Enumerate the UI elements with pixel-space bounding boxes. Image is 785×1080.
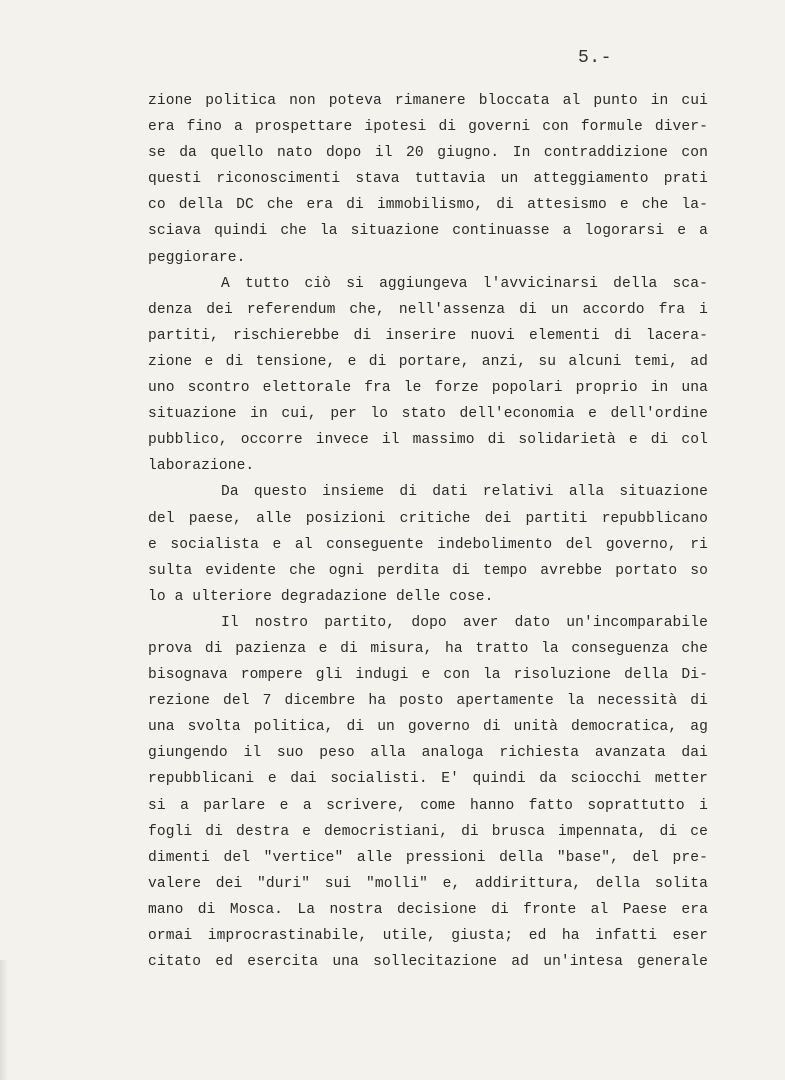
text-line: A tutto ciò si aggiungeva l'avvicinarsi della sca- <box>221 275 708 292</box>
text-line: si a parlare e a scrivere, come hanno fatto soprattutto i <box>148 797 708 814</box>
text-line: pubblico, occorre invece il massimo di solidarietà e di col <box>148 432 708 449</box>
text-line: e socialista e al conseguente indebolimento del governo, ri <box>148 536 708 553</box>
text-line: giungendo il suo peso alla analoga richiesta avanzata dai <box>148 745 708 762</box>
page-number: 5.- <box>578 48 612 68</box>
text-line: dimenti del "vertice" alle pressioni della "base", del pre- <box>148 849 708 866</box>
text-line: denza dei referendum che, nell'assenza di un accordo fra i <box>148 301 708 318</box>
text-line: partiti, rischierebbe di inserire nuovi elementi di lacera- <box>148 327 708 344</box>
text-line: Il nostro partito, dopo aver dato un'incomparabile <box>221 614 708 631</box>
text-line: situazione in cui, per lo stato dell'economia e dell'ordine <box>148 406 708 423</box>
text-line: bisognava rompere gli indugi e con la risoluzione della Di- <box>148 667 708 684</box>
text-line: peggiorare. <box>148 249 246 266</box>
text-line: sulta evidente che ogni perdita di tempo avrebbe portato so <box>148 562 708 579</box>
text-line: citato ed esercita una sollecitazione ad un'intesa generale <box>148 954 708 971</box>
text-line: zione politica non poteva rimanere bloccata al punto in cui <box>148 93 708 109</box>
text-line: repubblicani e dai socialisti. E' quindi da sciocchi metter <box>148 771 708 788</box>
text-line: laborazione. <box>148 458 255 475</box>
text-line: del paese, alle posizioni critiche dei partiti repubblicano <box>148 510 708 527</box>
text-line: se da quello nato dopo il 20 giugno. In contraddizione con <box>148 145 708 162</box>
text-line: zione e di tensione, e di portare, anzi, su alcuni temi, ad <box>148 353 708 370</box>
text-line: ormai improcrastinabile, utile, giusta; ed ha infatti eser <box>148 928 708 944</box>
text-line: sciava quindi che la situazione continuasse a logorarsi e a <box>148 223 708 240</box>
text-line: lo a ulteriore degradazione delle cose. <box>148 588 494 605</box>
text-line: mano di Mosca. La nostra decisione di fronte al Paese era <box>148 901 708 918</box>
text-line: fogli di destra e democristiani, di brusca impennata, di ce <box>148 823 708 840</box>
text-line: co della DC che era di immobilismo, di attesismo e che la- <box>148 197 708 214</box>
text-line: questi riconoscimenti stava tuttavia un atteggiamento prati <box>148 171 708 188</box>
body-text <box>148 88 708 975</box>
text-line: valere dei "duri" sui "molli" e, addirittura, della solita <box>148 875 708 892</box>
text-line: una svolta politica, di un governo di unità democratica, ag <box>148 719 708 736</box>
text-line: uno scontro elettorale fra le forze popolari proprio in una <box>148 380 708 397</box>
text-line: rezione del 7 dicembre ha posto apertamente la necessità di <box>148 693 708 710</box>
text-line: prova di pazienza e di misura, ha tratto la conseguenza che <box>148 640 708 657</box>
text-line: era fino a prospettare ipotesi di governi con formule diver- <box>148 119 708 136</box>
text-line: Da questo insieme di dati relativi alla situazione <box>221 484 708 501</box>
paper-edge-shadow <box>0 960 8 1080</box>
